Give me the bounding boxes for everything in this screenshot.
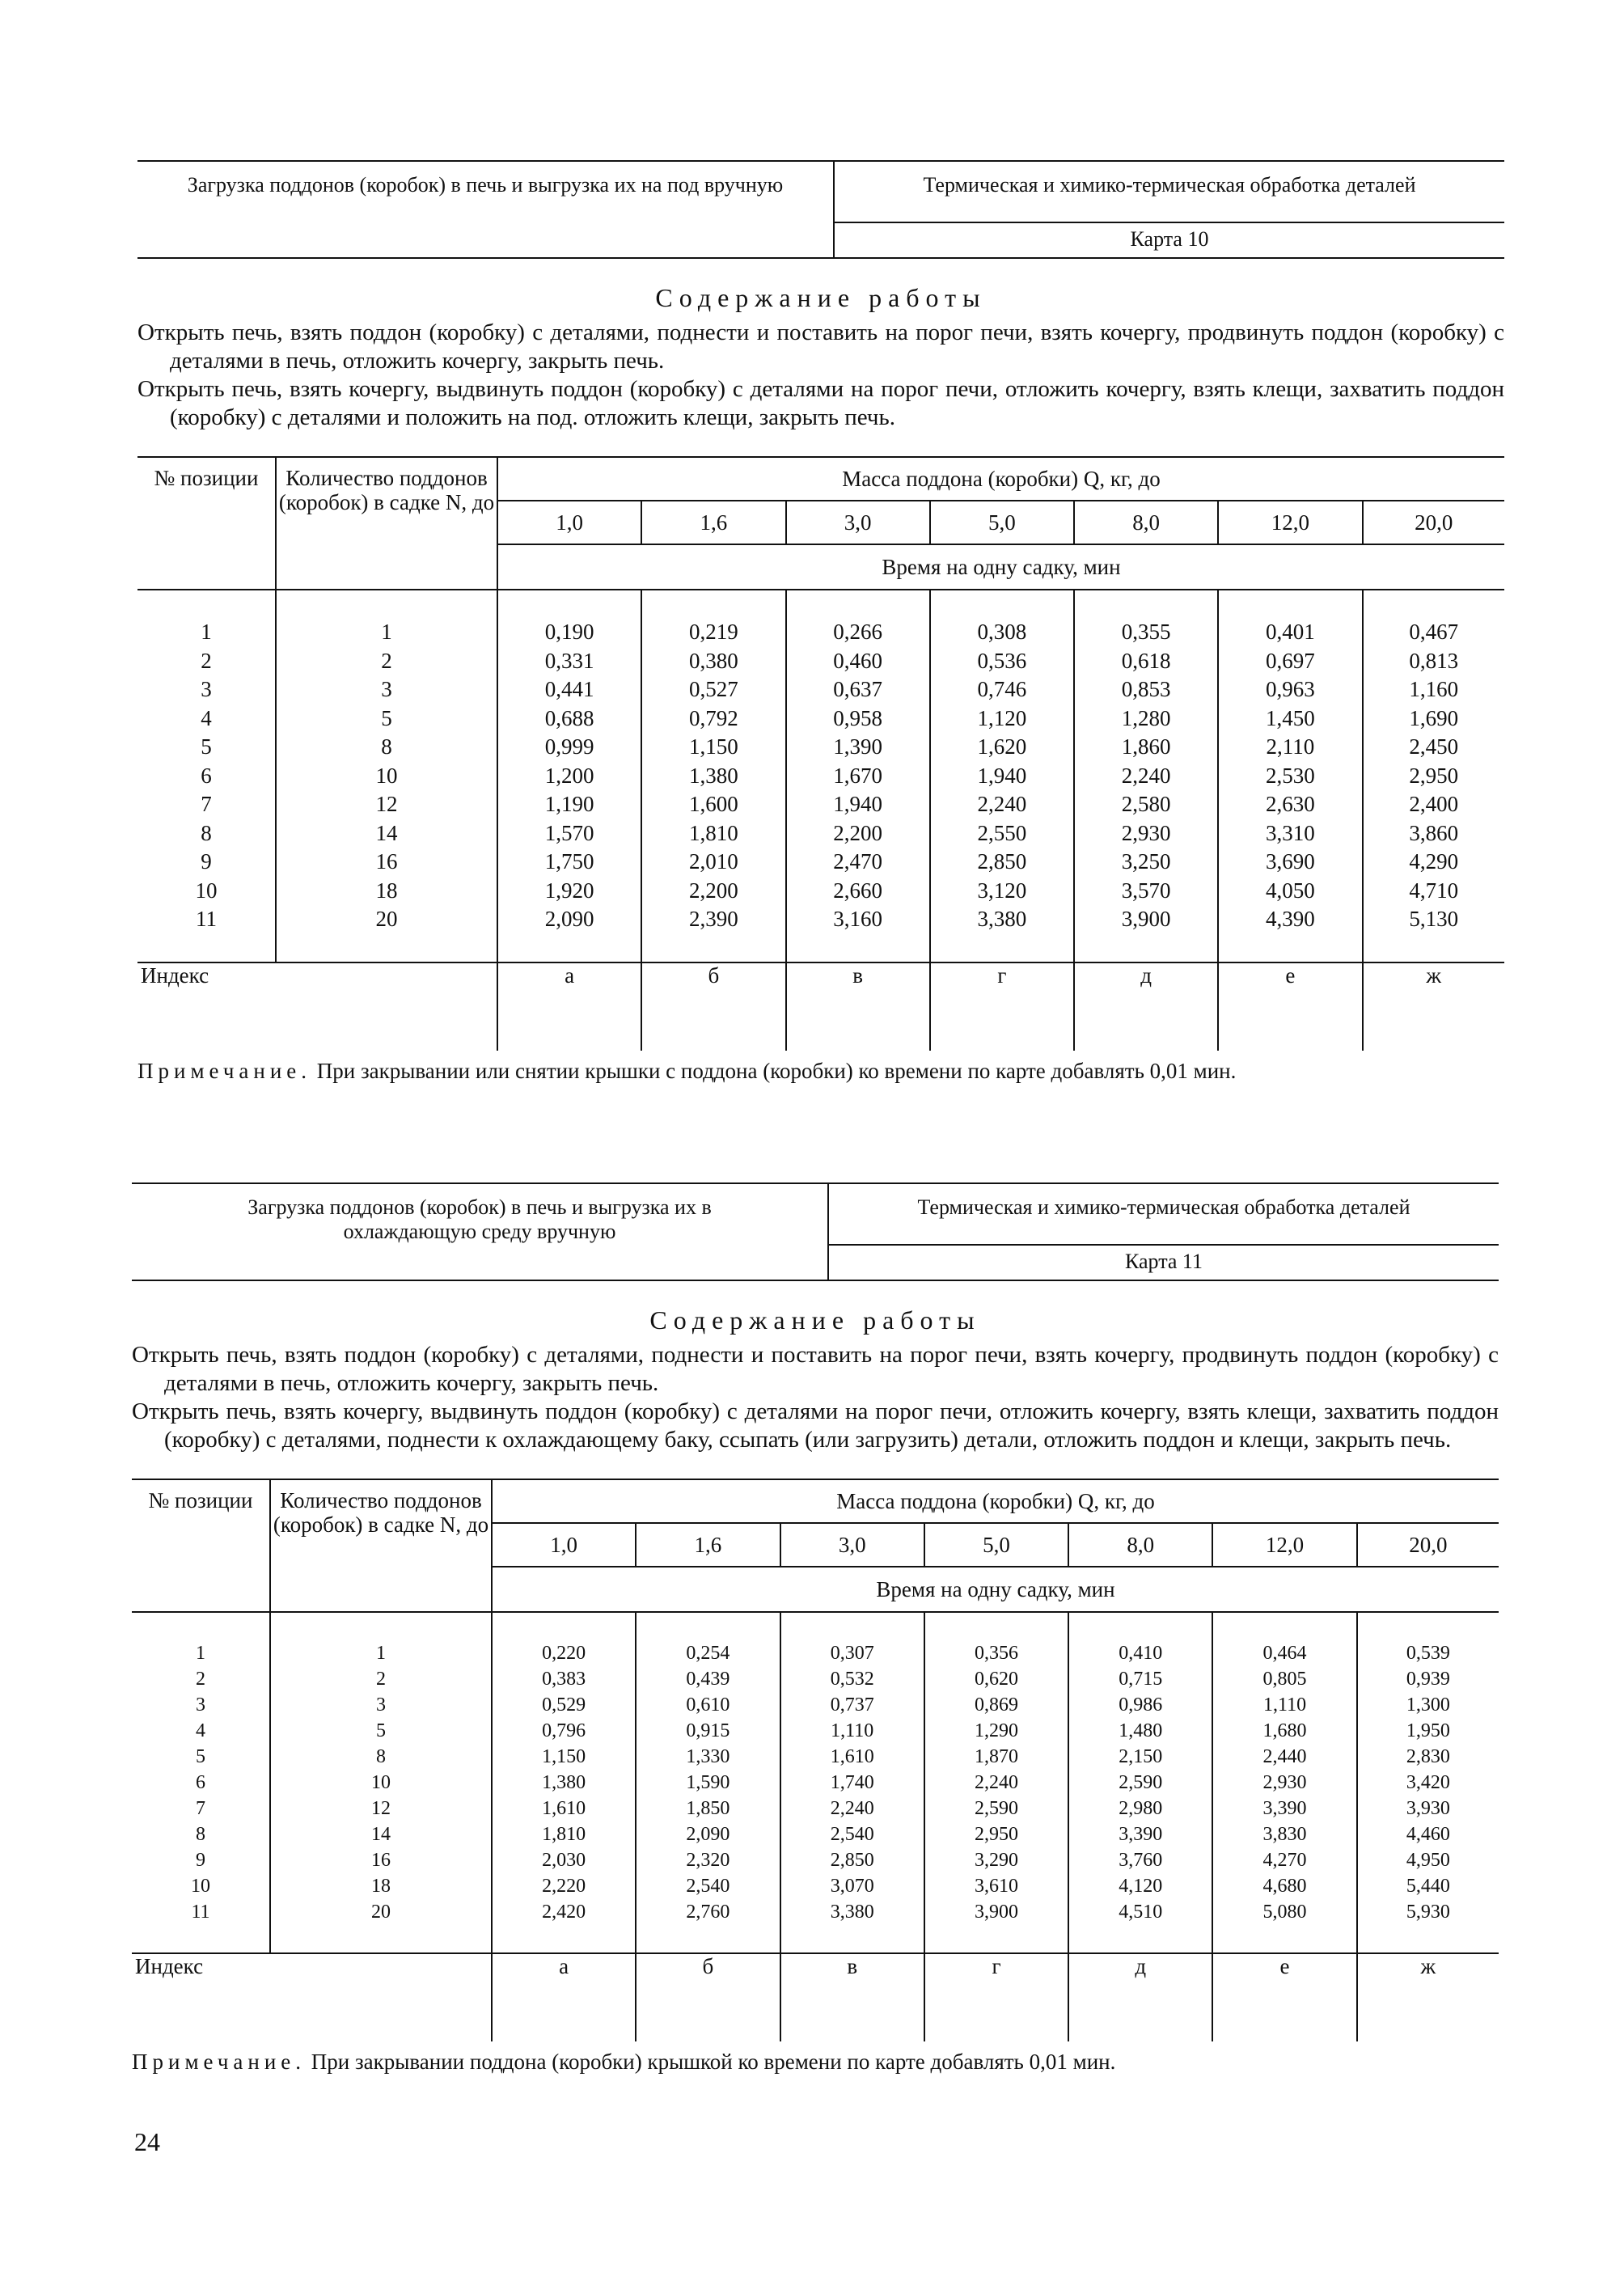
card-header-right <box>827 1184 1499 1280</box>
table-cell: 2,930 <box>1262 1772 1307 1793</box>
table-cell: 0,254 <box>686 1643 730 1664</box>
index-value: б <box>636 1953 780 2041</box>
note-text: При закрывании поддона (коробки) крышкой ко времени по карте добавлять 0,01 мин. <box>306 2050 1116 2074</box>
table-cell: 2 <box>381 648 392 673</box>
table-cell: 3 <box>196 1694 205 1716</box>
table-cell: 1,280 <box>1121 705 1171 730</box>
table-cell: 5,440 <box>1406 1876 1450 1897</box>
table-cell: 1,110 <box>1262 1694 1307 1716</box>
table-cell: 2,830 <box>1406 1746 1450 1767</box>
time-column-zh <box>1363 590 1505 962</box>
note-label: Примечание. <box>137 1058 312 1083</box>
mass-value: 1,0 <box>492 1523 636 1567</box>
positions-column <box>137 590 276 962</box>
table-cell: 0,190 <box>544 620 594 644</box>
index-value: б <box>641 962 785 1051</box>
table-cell: 1,810 <box>689 820 738 845</box>
table-cell: 0,529 <box>542 1694 586 1716</box>
table-cell: 1,380 <box>542 1772 586 1793</box>
time-column-v <box>780 1612 924 1953</box>
table-cell: 2,240 <box>1121 763 1171 788</box>
table-cell: 7 <box>196 1798 205 1819</box>
time-column-g <box>924 1612 1068 1953</box>
table-cell: 0,796 <box>542 1720 586 1741</box>
table-cell: 1,740 <box>830 1772 874 1793</box>
table-cell: 2,930 <box>1121 820 1171 845</box>
table-cell: 2,240 <box>977 792 1027 816</box>
table-cell: 2,200 <box>833 820 882 845</box>
table-cell: 0,999 <box>544 734 594 759</box>
table-cell: 2,580 <box>1121 792 1171 816</box>
table-cell: 4,270 <box>1262 1850 1307 1871</box>
table-cell: 2,470 <box>833 849 882 874</box>
table-cell: 3,380 <box>977 907 1027 931</box>
header-position: № позиции <box>132 1479 270 1612</box>
index-value: в <box>780 1953 924 2041</box>
time-column-g <box>930 590 1074 962</box>
mass-value: 3,0 <box>780 1523 924 1567</box>
table-cell: 1,300 <box>1406 1694 1450 1716</box>
note-label: Примечание. <box>132 2050 307 2074</box>
table-cell: 1,850 <box>686 1798 730 1819</box>
index-label: Индекс <box>137 962 497 1051</box>
table-cell: 1,190 <box>544 792 594 816</box>
time-column-e <box>1218 590 1362 962</box>
table-cell: 3,900 <box>1121 907 1171 931</box>
table-cell: 3,570 <box>1121 878 1171 903</box>
table-cell: 3,900 <box>974 1902 1018 1923</box>
table-cell: 0,441 <box>544 677 594 701</box>
table-cell: 3,610 <box>974 1876 1018 1897</box>
table-cell: 1,390 <box>833 734 882 759</box>
table-cell: 4 <box>201 705 212 730</box>
table-cell: 1,940 <box>833 792 882 816</box>
index-value: а <box>492 1953 636 2041</box>
note <box>137 1057 1504 1085</box>
card-header <box>132 1182 1499 1281</box>
table-cell: 0,715 <box>1119 1669 1163 1690</box>
table-cell: 1,290 <box>974 1720 1018 1741</box>
table-cell: 1,380 <box>689 763 738 788</box>
positions-column <box>132 1612 270 1953</box>
table-cell: 0,746 <box>977 677 1027 701</box>
table-cell: 2,200 <box>689 878 738 903</box>
table-cell: 0,380 <box>689 648 738 673</box>
card-title: Загрузка поддонов (коробок) в печь и выгрузка их в охлаждающую среду вручную <box>247 1195 712 1243</box>
page-number: 24 <box>134 2127 160 2156</box>
mass-value: 20,0 <box>1357 1523 1499 1567</box>
index-label: Индекс <box>132 1953 492 2041</box>
table-cell: 1,680 <box>1262 1720 1307 1741</box>
time-column-b <box>636 1612 780 1953</box>
table-cell: 5 <box>196 1746 205 1767</box>
time-column-zh <box>1357 1612 1499 1953</box>
table-cell: 3,070 <box>830 1876 874 1897</box>
section-title: Содержание работы <box>655 283 987 312</box>
card-title: Загрузка поддонов (коробок) в печь и выгрузка их на под вручную <box>187 173 784 197</box>
table-cell: 1,150 <box>542 1746 586 1767</box>
table-cell: 5,080 <box>1262 1902 1307 1923</box>
table-cell: 6 <box>201 763 212 788</box>
table-cell: 4,680 <box>1262 1876 1307 1897</box>
table-cell: 3,390 <box>1262 1798 1307 1819</box>
table-cell: 0,618 <box>1121 648 1171 673</box>
table-cell: 0,637 <box>833 677 882 701</box>
table-cell: 0,539 <box>1406 1643 1450 1664</box>
table-cell: 8 <box>196 1824 205 1845</box>
mass-value: 1,6 <box>641 501 785 544</box>
table-cell: 0,532 <box>830 1669 874 1690</box>
table-cell: 2,590 <box>974 1798 1018 1819</box>
table-cell: 2,850 <box>830 1850 874 1871</box>
table-cell: 0,308 <box>977 620 1027 644</box>
work-paragraph: Открыть печь, взять поддон (коробку) с деталями, поднести и поставить на порог печи, взять кочергу, продвинуть поддон (коробку) с деталями в печь, отложить кочергу, закрыть печь. <box>137 319 1504 374</box>
table-cell: 2,530 <box>1266 763 1315 788</box>
mass-value: 1,6 <box>636 1523 780 1567</box>
table-cell: 2 <box>196 1669 205 1690</box>
table-cell: 5,930 <box>1406 1902 1450 1923</box>
table-cell: 1,620 <box>977 734 1027 759</box>
index-row <box>132 1953 1499 2041</box>
table-cell: 18 <box>371 1876 391 1897</box>
table-cell: 0,383 <box>542 1669 586 1690</box>
table-cell: 0,813 <box>1409 648 1459 673</box>
table-cell: 18 <box>375 878 398 903</box>
mass-value: 20,0 <box>1363 501 1505 544</box>
table-cell: 0,869 <box>974 1694 1018 1716</box>
table-cell: 2,450 <box>1409 734 1459 759</box>
table-cell: 0,356 <box>974 1643 1018 1664</box>
time-column-d <box>1074 590 1218 962</box>
table-cell: 0,620 <box>974 1669 1018 1690</box>
norm-table <box>132 1479 1499 2041</box>
table-cell: 2,400 <box>1409 792 1459 816</box>
note-text: При закрывании или снятии крышки с поддона (коробки) ко времени по карте добавлять 0,01 мин. <box>311 1058 1237 1083</box>
table-cell: 7 <box>201 792 212 816</box>
table-cell: 3 <box>381 677 392 701</box>
index-value: г <box>930 962 1074 1051</box>
norm-table <box>137 456 1504 1051</box>
counts-column <box>270 1612 492 1953</box>
table-cell: 14 <box>371 1824 391 1845</box>
header-position: № позиции <box>137 457 276 590</box>
mass-value: 5,0 <box>924 1523 1068 1567</box>
header-time: Время на одну садку, мин <box>882 555 1121 579</box>
table-cell: 12 <box>375 792 398 816</box>
card-11 <box>132 1182 1499 2075</box>
table-cell: 6 <box>196 1772 205 1793</box>
table-cell: 2,950 <box>1409 763 1459 788</box>
index-row <box>137 962 1504 1051</box>
table-cell: 1,160 <box>1409 677 1459 701</box>
table-cell: 3,250 <box>1121 849 1171 874</box>
table-cell: 2,420 <box>542 1902 586 1923</box>
header-mass: Масса поддона (коробки) Q, кг, до <box>492 1479 1499 1523</box>
table-cell: 1,590 <box>686 1772 730 1793</box>
table-cell: 1,480 <box>1119 1720 1163 1741</box>
table-cell: 10 <box>371 1772 391 1793</box>
table-cell: 9 <box>196 1850 205 1871</box>
time-column-a <box>492 1612 636 1953</box>
table-cell: 2,590 <box>1119 1772 1163 1793</box>
table-cell: 2,240 <box>974 1772 1018 1793</box>
mass-value: 8,0 <box>1068 1523 1212 1567</box>
table-cell: 4,290 <box>1409 849 1459 874</box>
header-mass: Масса поддона (коробки) Q, кг, до <box>497 457 1504 501</box>
table-cell: 10 <box>191 1876 210 1897</box>
table-cell: 3,830 <box>1262 1824 1307 1845</box>
table-cell: 0,410 <box>1119 1643 1163 1664</box>
table-cell: 0,220 <box>542 1643 586 1664</box>
table-cell: 3 <box>376 1694 386 1716</box>
section-title: Содержание работы <box>649 1305 981 1335</box>
table-cell: 2,090 <box>544 907 594 931</box>
table-cell: 1,450 <box>1266 705 1315 730</box>
table-cell: 10 <box>375 763 398 788</box>
table-cell: 3,310 <box>1266 820 1315 845</box>
table-cell: 1 <box>381 620 392 644</box>
table-cell: 3,290 <box>974 1850 1018 1871</box>
table-cell: 20 <box>371 1902 391 1923</box>
table-cell: 1,600 <box>689 792 738 816</box>
table-cell: 2,540 <box>686 1876 730 1897</box>
table-cell: 3,760 <box>1119 1850 1163 1871</box>
table-cell: 0,355 <box>1121 620 1171 644</box>
table-cell: 3,690 <box>1266 849 1315 874</box>
table-cell: 10 <box>195 878 218 903</box>
table-cell: 2,010 <box>689 849 738 874</box>
table-cell: 0,688 <box>544 705 594 730</box>
index-value: г <box>924 1953 1068 2041</box>
table-cell: 3,120 <box>977 878 1027 903</box>
table-cell: 0,697 <box>1266 648 1315 673</box>
note <box>132 2048 1499 2075</box>
table-cell: 1,950 <box>1406 1720 1450 1741</box>
table-cell: 2,540 <box>830 1824 874 1845</box>
table-cell: 3,390 <box>1119 1824 1163 1845</box>
table-cell: 0,963 <box>1266 677 1315 701</box>
table-cell: 1,670 <box>833 763 882 788</box>
table-cell: 5,130 <box>1409 907 1459 931</box>
card-header-right <box>833 162 1504 257</box>
table-cell: 1 <box>196 1643 205 1664</box>
table-cell: 8 <box>201 820 212 845</box>
table-cell: 2,320 <box>686 1850 730 1871</box>
table-cell: 2,220 <box>542 1876 586 1897</box>
index-value: д <box>1074 962 1218 1051</box>
table-cell: 2,240 <box>830 1798 874 1819</box>
header-time: Время на одну садку, мин <box>876 1577 1115 1601</box>
table-cell: 0,792 <box>689 705 738 730</box>
table-body <box>132 1612 1499 1953</box>
card-10 <box>137 160 1504 1085</box>
table-cell: 0,853 <box>1121 677 1171 701</box>
table-cell: 0,266 <box>833 620 882 644</box>
table-cell: 0,464 <box>1262 1643 1307 1664</box>
table-cell: 1,610 <box>830 1746 874 1767</box>
table-cell: 2,110 <box>1266 734 1315 759</box>
table-cell: 1,200 <box>544 763 594 788</box>
table-cell: 3 <box>201 677 212 701</box>
table-cell: 2,030 <box>542 1850 586 1871</box>
mass-value: 1,0 <box>497 501 641 544</box>
table-cell: 2,090 <box>686 1824 730 1845</box>
index-value: е <box>1218 962 1362 1051</box>
table-cell: 2 <box>201 648 212 673</box>
card-header <box>137 160 1504 259</box>
table-cell: 1,610 <box>542 1798 586 1819</box>
table-cell: 12 <box>371 1798 391 1819</box>
table-cell: 5 <box>201 734 212 759</box>
time-column-e <box>1212 1612 1356 1953</box>
table-cell: 2,630 <box>1266 792 1315 816</box>
table-cell: 16 <box>375 849 398 874</box>
table-cell: 0,939 <box>1406 1669 1450 1690</box>
time-column-v <box>786 590 930 962</box>
card-topic: Термическая и химико-термическая обработка деталей <box>835 162 1504 223</box>
table-body <box>137 590 1504 962</box>
table-cell: 0,439 <box>686 1669 730 1690</box>
counts-column <box>276 590 497 962</box>
table-cell: 1,860 <box>1121 734 1171 759</box>
table-cell: 0,527 <box>689 677 738 701</box>
table-cell: 3,380 <box>830 1902 874 1923</box>
index-value: д <box>1068 1953 1212 2041</box>
time-column-a <box>497 590 641 962</box>
table-cell: 0,401 <box>1266 620 1315 644</box>
table-cell: 1,920 <box>544 878 594 903</box>
table-cell: 4,510 <box>1119 1902 1163 1923</box>
mass-value: 12,0 <box>1212 1523 1356 1567</box>
table-cell: 11 <box>191 1902 210 1923</box>
table-cell: 4,050 <box>1266 878 1315 903</box>
table-cell: 1,120 <box>977 705 1027 730</box>
index-value: е <box>1212 1953 1356 2041</box>
table-cell: 1,330 <box>686 1746 730 1767</box>
index-value: ж <box>1357 1953 1499 2041</box>
header-count: Количество поддонов (коробок) в садке N, до <box>270 1479 492 1612</box>
table-cell: 0,467 <box>1409 620 1459 644</box>
table-cell: 2,760 <box>686 1902 730 1923</box>
work-content <box>132 1341 1499 1454</box>
mass-value: 3,0 <box>786 501 930 544</box>
mass-value: 8,0 <box>1074 501 1218 544</box>
table-cell: 14 <box>375 820 398 845</box>
time-column-d <box>1068 1612 1212 1953</box>
time-column-b <box>641 590 785 962</box>
work-paragraph: Открыть печь, взять кочергу, выдвинуть поддон (коробку) с деталями на порог печи, отложить кочергу, взять клещи, захватить поддон (коробку) с деталями и положить на под. отложить клещи, закрыть печь. <box>137 376 1504 430</box>
table-cell: 2,150 <box>1119 1746 1163 1767</box>
table-cell: 2,390 <box>689 907 738 931</box>
table-cell: 2,660 <box>833 878 882 903</box>
table-cell: 8 <box>381 734 392 759</box>
table-cell: 4,120 <box>1119 1876 1163 1897</box>
table-cell: 1,690 <box>1409 705 1459 730</box>
table-cell: 1 <box>376 1643 386 1664</box>
table-cell: 1 <box>201 620 212 644</box>
card-label: Карта 11 <box>1125 1250 1203 1273</box>
work-content <box>137 319 1504 432</box>
table-cell: 2,980 <box>1119 1798 1163 1819</box>
table-cell: 1,150 <box>689 734 738 759</box>
table-cell: 2,550 <box>977 820 1027 845</box>
table-cell: 2,440 <box>1262 1746 1307 1767</box>
table-cell: 4 <box>196 1720 205 1741</box>
table-cell: 3,860 <box>1409 820 1459 845</box>
table-cell: 1,870 <box>974 1746 1018 1767</box>
table-cell: 11 <box>196 907 217 931</box>
table-cell: 0,915 <box>686 1720 730 1741</box>
index-value: ж <box>1363 962 1505 1051</box>
table-cell: 2,950 <box>974 1824 1018 1845</box>
table-cell: 20 <box>375 907 398 931</box>
table-cell: 0,805 <box>1262 1669 1307 1690</box>
table-cell: 4,390 <box>1266 907 1315 931</box>
table-cell: 0,331 <box>544 648 594 673</box>
work-paragraph: Открыть печь, взять поддон (коробку) с деталями, поднести и поставить на порог печи, взять кочергу, продвинуть поддон (коробку) с деталями в печь, отложить кочергу, закрыть печь. <box>132 1342 1499 1396</box>
table-cell: 1,110 <box>831 1720 874 1741</box>
table-cell: 2,850 <box>977 849 1027 874</box>
table-cell: 0,307 <box>830 1643 874 1664</box>
table-cell: 3,420 <box>1406 1772 1450 1793</box>
work-paragraph: Открыть печь, взять кочергу, выдвинуть поддон (коробку) с деталями на порог печи, отложить кочергу, взять клещи, захватить поддон (коробку) с деталями, поднести к охлаждающему баку, ссыпать (или загрузить) детали, отложить поддон и клещи, закрыть печь. <box>132 1398 1499 1453</box>
card-label: Карта 10 <box>1130 227 1209 251</box>
table-cell: 3,160 <box>833 907 882 931</box>
table-cell: 1,940 <box>977 763 1027 788</box>
header-count: Количество поддонов (коробок) в садке N, до <box>276 457 497 590</box>
mass-value: 5,0 <box>930 501 1074 544</box>
table-cell: 4,710 <box>1409 878 1459 903</box>
table-cell: 1,750 <box>544 849 594 874</box>
table-cell: 0,958 <box>833 705 882 730</box>
index-value: а <box>497 962 641 1051</box>
table-cell: 0,460 <box>833 648 882 673</box>
mass-value: 12,0 <box>1218 501 1362 544</box>
table-cell: 0,219 <box>689 620 738 644</box>
table-cell: 1,570 <box>544 820 594 845</box>
table-cell: 8 <box>376 1746 386 1767</box>
table-cell: 5 <box>376 1720 386 1741</box>
card-topic: Термическая и химико-термическая обработка деталей <box>829 1184 1499 1246</box>
table-cell: 16 <box>371 1850 391 1871</box>
table-cell: 4,460 <box>1406 1824 1450 1845</box>
table-cell: 3,930 <box>1406 1798 1450 1819</box>
table-cell: 1,810 <box>542 1824 586 1845</box>
table-cell: 0,986 <box>1119 1694 1163 1716</box>
table-cell: 0,610 <box>686 1694 730 1716</box>
index-value: в <box>786 962 930 1051</box>
table-cell: 2 <box>376 1669 386 1690</box>
table-cell: 9 <box>201 849 212 874</box>
table-cell: 4,950 <box>1406 1850 1450 1871</box>
table-cell: 5 <box>381 705 392 730</box>
table-cell: 0,536 <box>977 648 1027 673</box>
table-cell: 0,737 <box>830 1694 874 1716</box>
